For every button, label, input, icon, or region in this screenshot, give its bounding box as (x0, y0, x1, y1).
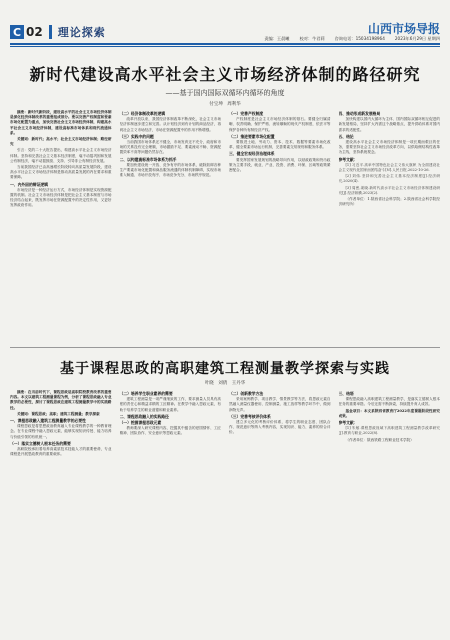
article2-column-3 (229, 390, 331, 634)
paragraph: 要推进土地、劳动力、资本、技术、数据等要素市场化改革，健全要素市场运行机制，完善要素交易规则和服务体系。 (229, 140, 331, 150)
section-heading: （二）创新教学方法 (229, 391, 264, 396)
newspaper-name: 山西市场导报 (367, 22, 440, 36)
issue-date: 2023年6月29日 星期四 (394, 36, 440, 41)
paragraph: 建立多元化的考核评价体系，将学生的职业态度、团队合作、规范意识等纳入考核内容，实现知识、能力、素养的综合评价。 (229, 420, 331, 435)
paragraph: 建设高水平社会主义市场经济体制是一项长期而艰巨的任务，需要坚持社会主义市场经济改革方向，以供给侧结构性改革为主线，坚持系统观念。 (338, 140, 440, 155)
section-heading: （一）完善产权制度 (229, 111, 264, 116)
paragraph: 引言：党的二十大报告提出，构建高水平社会主义市场经济体制。坚持和完善社会主义基本经济制度，毫不动摇巩固和发展公有制经济，毫不动摇鼓励、支持、引导非公有制经济发展。 (10, 148, 112, 163)
article1-authors: 付宝坤 周利华 (209, 102, 241, 107)
paragraph: 课程思政是将思想政治教育融入专业课程教学的一种教育理念。在专业课程中融入思政元素，能够实现知识传授、能力培养与价值引领的有机统一。 (10, 424, 112, 439)
section-heading: 一、课程思政融入建筑工程测量教学的必要性 (10, 418, 86, 424)
proofreader: 校对：牛君莉 (299, 36, 325, 41)
section-heading: 二、课程思政融入的实践路径 (119, 413, 169, 419)
author-affiliation: （作者单位：陕西铁路工程职业技术学院） (345, 437, 414, 442)
section-heading: 三、健全宏观经济治理体系 (229, 151, 275, 157)
paragraph: 教师要深入研究课程内容，挖掘其中蕴含的爱国情怀、工匠精神、团队协作、安全意识等思政元素。 (119, 426, 221, 436)
paragraph: 市场经济是一种经济运行方式，市场经济体制是实现资源配置的机制。社会主义市场经济体制是把社会主义基本制度与市场经济结合起来，既发挥市场在资源配置中的决定性作用，又更好发挥政府作用。 (10, 187, 112, 208)
page-number: 02 (26, 25, 43, 39)
reference-item: [1] 习近平.高举中国特色社会主义伟大旗帜 为全面建设社会主义现代化国家而团结奋斗[N].人民日报,2022-10-26. (338, 162, 440, 173)
article2-column-1 (10, 390, 112, 634)
references (339, 157, 441, 196)
paragraph: 当前我国经济已由高速增长阶段转向高质量发展阶段，建设高水平社会主义市场经济体制是推动高质量发展的内在要求和重要保障。 (10, 165, 112, 180)
article1-column-4 (339, 110, 441, 342)
phone: 咨询电话：15034198964 (334, 36, 385, 41)
section-heading: （三）实践中的问题 (119, 133, 154, 139)
paragraph: 当前我国市场体系还不健全，市场发育还不充分，政府和市场的关系没有完全理顺，市场激励不足、要素流动不畅、资源配置效率不高等问题仍然存在。 (119, 140, 221, 155)
article-separator (10, 347, 440, 348)
section-heading: （三）完善考核评价体系 (229, 413, 271, 419)
reference-item: [1] 朱敏.课程思政视域下高职建筑工程测量教学改革研究[J].教育与职业,2022(8). (338, 426, 440, 436)
section-heading: 一、内外因的辩证逻辑 (10, 181, 48, 187)
article1-subtitle: ——基于国内国际双循环内循环的角度 (165, 89, 285, 97)
section-heading: 三、结语 (338, 391, 354, 396)
header-meta (130, 36, 440, 42)
reference-item: [2] 刘伟.坚持和完善社会主义基本经济制度[J].经济研究,2020(4). (338, 174, 440, 184)
section-heading: （一）挖掘课程思政元素 (119, 420, 162, 426)
article1-body (10, 110, 440, 342)
article1-title: 新时代建设高水平社会主义市场经济体制的路径研究 (29, 65, 421, 84)
references-heading: 参考文献： (338, 420, 358, 426)
article2-body (10, 390, 440, 634)
section-name: 理论探索 (57, 26, 106, 39)
reference-item: [3] 周密,姜晓.新时代高水平社会主义市场经济体制建设研究[J].经济纵横,2023(2). (338, 185, 440, 195)
paragraph: 建筑工程测量是一项严谨细致的工作，要求测量人员具有高度的责任心和精益求精的工匠精神。在教学中融入思政元素，有助于培养学生的职业道德和职业素养。 (119, 397, 221, 412)
section-heading: （二）经济体制改革的逻辑 (119, 111, 166, 116)
section-heading: 四、推动形成新发展格局 (338, 111, 381, 116)
author-affiliation: （作者单位：1.陕西省社会科学院；2.陕西省社会科学院经济研究所） (338, 197, 440, 207)
section-heading: （一）落实立德树人根本任务的需要 (10, 440, 71, 446)
section-heading: （二）推进要素市场化配置 (229, 133, 275, 139)
editor: 责编：王晨曦 (264, 36, 290, 41)
funding-note: 基金项目：本文系陕西省教育厅2022年度课题阶段性研究成果。 (338, 408, 440, 418)
page-number-block (10, 24, 106, 40)
article2-keywords: 关键词：课程思政；高职；建筑工程测量；教学探索 (17, 411, 100, 416)
page-letter-badge: C (10, 25, 24, 39)
section-heading: 五、结论 (338, 133, 354, 139)
section-heading: （二）培养学生职业素养的需要 (119, 391, 173, 396)
header-rule (10, 43, 440, 45)
article2-title: 基于课程思政的高职建筑工程测量教学探索与实践 (60, 361, 390, 377)
paragraph: 改革开放以来，我国经济体制改革不断深化，社会主义市场经济体制逐步建立和完善。从计划经济到有计划的商品经济，再到社会主义市场经济，市场在资源配置中的作用不断增强。 (119, 117, 221, 132)
paragraph: 高职院校承担着培养高素质技术技能人才的重要使命，专业课程是开展思政教育的重要载体。 (10, 447, 112, 457)
paragraph: 要加快建设统一开放、竞争有序的市场体系，破除妨碍各种生产要素市场化配置和商品服务流通的体制机制障碍，实现市场准入畅通、市场开放有序、市场竞争充分、市场秩序规范。 (119, 162, 221, 178)
article1-abstract: 摘要：新时代新阶段，建设高水平的社会主义市场经济体制是深化经济体制改革的重要组成部分。要以完善产权制度和要素市场化配置为重点，加快完善社会主义市场经济体制，构建高水平社会主义市场经济体制，建设高标准市场体系和现代流通体系。 (10, 110, 112, 135)
article1-keywords: 关键词：新时代；高水平；社会主义市场经济体制；路径研究 (10, 137, 112, 147)
article1-column-1 (10, 110, 112, 342)
references-heading: 参考文献： (338, 156, 358, 162)
paragraph: 采用案例教学、项目教学、情景教学等方法，将思政元素自然融入测量仪器使用、控制测量、施工放样等教学环节中，做到润物无声。 (229, 397, 331, 412)
section-heading: 二、以构建高标准市场体系为抓手 (119, 156, 177, 162)
paragraph: 产权制度是社会主义市场经济体制的基石。要健全归属清晰、权责明确、保护严格、流转顺畅的现代产权制度，依法平等保护各种所有制经济产权。 (229, 117, 331, 132)
article1-column-3 (229, 110, 331, 342)
article2-authors: 叶晓 刘倩 王丹华 (204, 381, 246, 386)
paragraph: 课程思政融入高职建筑工程测量教学，是落实立德树人根本任务的重要举措。今后还需不断探索，持续提升育人成效。 (338, 397, 440, 407)
article1-column-2 (120, 110, 222, 342)
article2-column-2 (120, 390, 222, 634)
article2-column-4 (339, 390, 441, 634)
header-rule-thin (10, 46, 440, 47)
header-divider (49, 25, 52, 39)
paragraph: 加快构建以国内大循环为主体、国内国际双循环相互促进的新发展格局，坚持扩大内需这个战略基点，提升供给体系对国内需求的适配性。 (338, 117, 440, 132)
paragraph: 要发挥国家发展规划的战略导向作用，以财政政策和货币政策为主要手段，就业、产业、投资、消费、环保、区域等政策紧密配合。 (229, 157, 331, 173)
article2-abstract: 摘要：在当前时代下，课程思政是高职院校教育改革的重要内容。本文以建筑工程测量课程为例，分析了课程思政融入专业教学的必要性，探讨了课程思政在建筑工程测量教学中的实践路径。 (10, 390, 112, 410)
